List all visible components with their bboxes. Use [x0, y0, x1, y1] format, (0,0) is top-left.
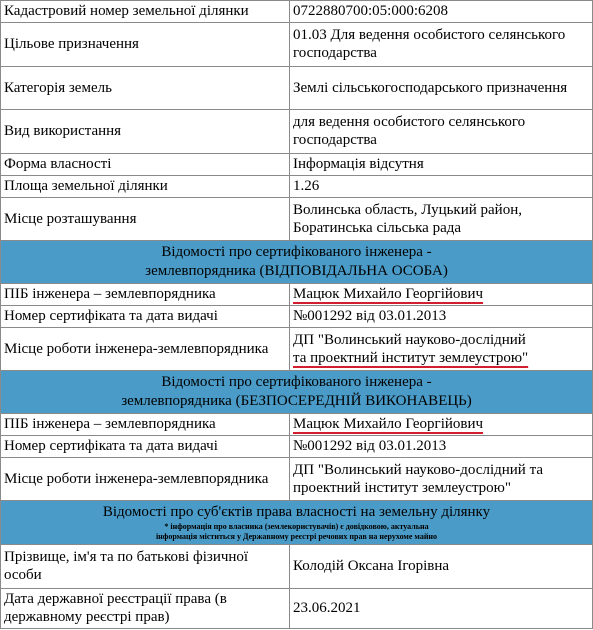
purpose-label: Цільове призначення [1, 23, 290, 67]
heading-line-1: Відомості про сертифікованого інженера - [161, 373, 432, 390]
row-registration-date [1, 589, 593, 629]
executor-workplace-value: ДП "Волинський науково-дослідний та проектний інститут землеустрою" [290, 458, 593, 501]
engineer-name-value [290, 284, 593, 306]
land-category-value: Землі сільськогосподарського призначення [290, 67, 593, 110]
row-engineer-workplace [1, 328, 593, 371]
owners-heading-text: Відомості про суб'єктів права власності на земельну ділянку [102, 504, 491, 520]
section-engineer-responsible-heading [1, 241, 593, 284]
heading-line-2: землевпорядника (БЕЗПОСЕРЕДНІЙ ВИКОНАВЕЦЬ) [121, 392, 472, 409]
executor-certificate-value: №001292 від 03.01.2013 [290, 436, 593, 458]
row-owner-person [1, 545, 593, 589]
row-location [1, 198, 593, 241]
owners-note-line-2: інформація міститься у Державному реєстрі речових прав на нерухоме майно [155, 532, 438, 541]
area-label: Площа земельної ділянки [1, 176, 290, 198]
row-area [1, 176, 593, 198]
ownership-form-value: Інформація відсутня [290, 154, 593, 176]
owner-person-label: Прізвище, ім'я та по батькові фізичної особи [1, 545, 290, 589]
row-executor-certificate [1, 436, 593, 458]
row-engineer-name [1, 284, 593, 306]
heading-line-1: Відомості про сертифікованого інженера - [161, 243, 432, 260]
usage-label: Вид використання [1, 110, 290, 154]
location-value: Волинська область, Луцький район, Боратинська сільська рада [290, 198, 593, 241]
cadastral-number-value: 0722880700:05:000:6208 [290, 1, 593, 23]
section-engineer-executor-heading [1, 371, 593, 414]
executor-workplace-label: Місце роботи інженера-землевпорядника [1, 458, 290, 501]
engineer-certificate-label: Номер сертифіката та дата видачі [1, 306, 290, 328]
land-category-label: Категорія земель [1, 67, 290, 110]
engineer-workplace-label: Місце роботи інженера-землевпорядника [1, 328, 290, 371]
section-owners-heading [1, 501, 593, 545]
row-purpose [1, 23, 593, 67]
row-executor-name [1, 414, 593, 436]
heading-line-2: землевпорядника (ВІДПОВІДАЛЬНА ОСОБА) [145, 262, 448, 279]
row-cadastral-number [1, 1, 593, 23]
row-engineer-certificate [1, 306, 593, 328]
usage-value: для ведення особистого селянського господарства [290, 110, 593, 154]
section-owners [1, 501, 593, 545]
executor-name-text: Мацюк Михайло Георгійович [293, 416, 484, 432]
cadastral-number-label: Кадастровий номер земельної ділянки [1, 1, 290, 23]
engineer-certificate-value: №001292 від 03.01.2013 [290, 306, 593, 328]
location-label: Місце розташування [1, 198, 290, 241]
workplace-line-1: ДП "Волинський науково-дослідний [293, 331, 526, 348]
ownership-form-label: Форма власності [1, 154, 290, 176]
row-land-category [1, 67, 593, 110]
engineer-name-text: Мацюк Михайло Георгійович [293, 286, 484, 302]
row-executor-workplace [1, 458, 593, 501]
owner-person-value: Колодій Оксана Ігорівна [290, 545, 593, 589]
row-usage [1, 110, 593, 154]
section-engineer-executor [1, 371, 593, 414]
registration-date-value: 23.06.2021 [290, 589, 593, 629]
registration-date-label: Дата державної реєстрації права (в державному реєстрі прав) [1, 589, 290, 629]
purpose-value: 01.03 Для ведення особистого селянського господарства [290, 23, 593, 67]
owners-note-line-1: * інформація про власника (землекористувачів) є довідковою, актуальна [164, 522, 429, 531]
engineer-name-label: ПІБ інженера – землевпорядника [1, 284, 290, 306]
area-value: 1.26 [290, 176, 593, 198]
row-ownership-form [1, 154, 593, 176]
workplace-line-2: та проектний інститут землеустрою" [293, 349, 529, 366]
executor-name-value [290, 414, 593, 436]
section-engineer-responsible [1, 241, 593, 284]
engineer-workplace-value [290, 328, 593, 371]
executor-name-label: ПІБ інженера – землевпорядника [1, 414, 290, 436]
executor-certificate-label: Номер сертифіката та дата видачі [1, 436, 290, 458]
